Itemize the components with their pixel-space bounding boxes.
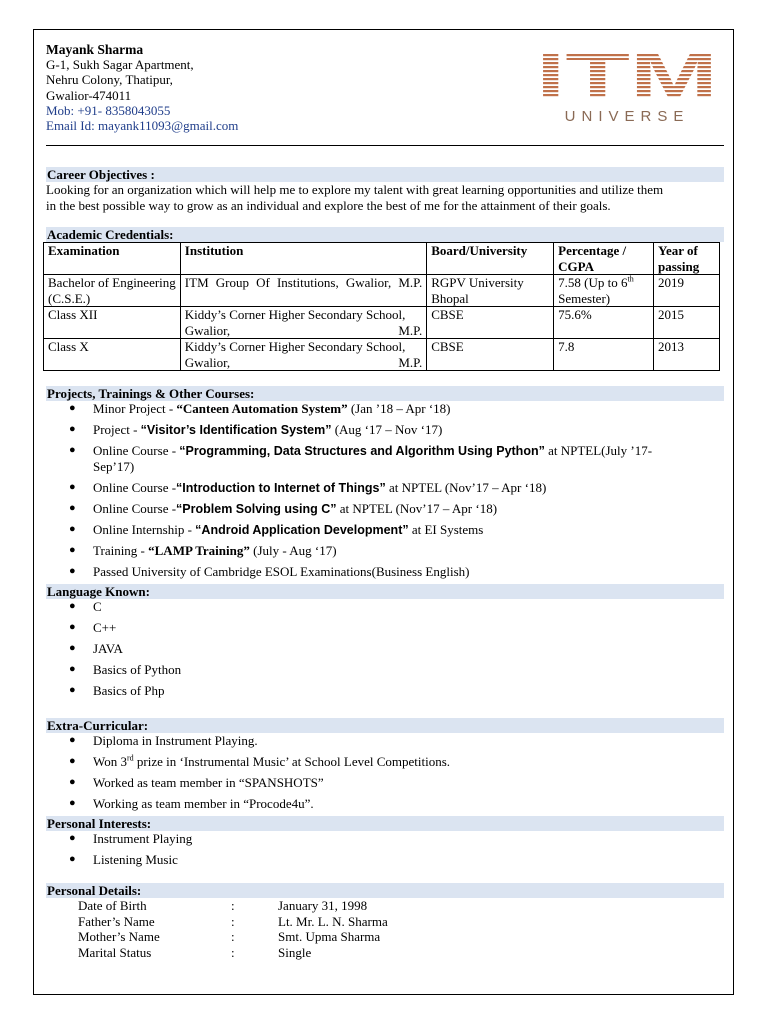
list-item: ● Won 3rd prize in ‘Instrumental Music’ at School Level Competitions. [69,753,451,769]
table-header-row [44,243,720,275]
cell-examination: Class XII [44,307,181,339]
detail-row: Father’s Name : Lt. Mr. L. N. Sharma [78,913,388,929]
detail-label: Marital Status [78,944,152,960]
career-line: in the best possible way to grow as an individual and explore the best of me for the attainment of their goals. [46,198,611,213]
languages-list [46,599,724,704]
cell-percentage: 7.58 (Up to 6th Semester) [554,275,654,307]
list-item: ● Working as team member in “Procode4u”. [69,796,314,811]
column-header: Percentage / CGPA [554,243,654,275]
cell-institution: ITM Group Of Institutions, Gwalior, M.P. [180,275,426,307]
academic-section [46,227,724,371]
section-heading: Personal Interests: [46,816,724,831]
section-heading: Extra-Curricular: [46,718,724,733]
extra-curricular-list [46,733,724,816]
list-item: ● Diploma in Instrument Playing. [69,733,258,748]
list-item: ● Worked as team member in “SPANSHOTS” [69,775,324,790]
academic-table [43,242,720,371]
detail-row: Mother’s Name : Smt. Upma Sharma [78,929,381,944]
list-item: ● Basics of Python [69,662,182,677]
address-line: Gwalior-474011 [46,87,132,103]
header-divider [46,145,724,146]
candidate-name: Mayank Sharma [46,42,144,57]
logo-universe-word: UNIVERSE [564,108,690,125]
list-item: ● Training - “LAMP Training” (July - Aug ‘17) [69,543,337,558]
section-heading: Personal Details: [46,883,724,898]
list-item: ● Passed University of Cambridge ESOL Examinations(Business English) [69,564,470,579]
section-heading: Academic Credentials: [46,227,724,242]
list-item: ● Online Course -“Introduction to Internet of Things” at NPTEL (Nov’17 – Apr ‘18) [69,480,547,495]
extra-curricular-section [46,718,724,816]
detail-value: Single [278,944,312,960]
cell-year: 2019 [654,275,720,307]
list-item: ● Project - “Visitor’s Identification System” (Aug ‘17 – Nov ‘17) [69,422,443,437]
email-address: Email Id: mayank11093@gmail.com [46,118,239,134]
list-item: ● Instrument Playing [69,831,193,846]
logo-itm-letters: ITM [536,42,718,112]
detail-label: Mother’s Name [78,929,160,944]
cell-board: CBSE [427,307,554,339]
detail-label: Date of Birth [78,898,147,913]
list-item: ● Listening Music [69,852,178,867]
section-heading: Language Known: [46,584,724,599]
languages-section [46,584,724,704]
interests-section [46,816,724,873]
column-header: Year of passing [654,243,720,275]
detail-row: Marital Status : Single [78,944,312,960]
list-item: ● C++ [69,620,117,635]
column-header: Examination [44,243,181,275]
section-heading: Projects, Trainings & Other Courses: [46,386,724,401]
cell-board: CBSE [427,339,554,371]
cell-percentage: 7.8 [554,339,654,371]
list-item: ● Online Course - “Programming, Data Structures and Algorithm Using Python” at NPTEL(July ’17- Sep’17) [69,443,653,474]
cell-examination: Class X [44,339,181,371]
interests-list [46,831,724,873]
list-item: ● Online Internship - “Android Application Development” at EI Systems [69,522,484,537]
resume [46,42,724,960]
cell-institution: Kiddy’s Corner Higher Secondary School, Gwalior, M.P. [180,339,426,371]
table-row [44,339,720,371]
detail-value: Lt. Mr. L. N. Sharma [278,913,388,929]
mobile-number: Mob: +91- 8358043055 [46,102,171,118]
resume-header [46,42,724,145]
cell-year: 2013 [654,339,720,371]
list-item: ● Basics of Php [69,683,165,698]
column-header: Institution [180,243,426,275]
list-item: ● C [69,599,102,614]
section-heading: Career Objectives : [46,167,724,182]
table-row [44,275,720,307]
address-line: Nehru Colony, Thatipur, [46,72,173,88]
detail-label: Father’s Name [78,913,155,929]
personal-details-section [46,883,724,960]
cell-percentage: 75.6% [554,307,654,339]
address-line: G-1, Sukh Sagar Apartment, [46,57,194,73]
projects-list [46,401,724,581]
detail-value: January 31, 1998 [278,898,368,913]
itm-universe-logo [530,42,724,130]
table-row [44,307,720,339]
cell-year: 2015 [654,307,720,339]
cell-institution: Kiddy’s Corner Higher Secondary School, Gwalior, M.P. [180,307,426,339]
detail-row: Date of Birth : January 31, 1998 [78,898,368,913]
cell-examination: Bachelor of Engineering (C.S.E.) [44,275,181,307]
projects-section [46,386,724,581]
list-item: ● Online Course -“Problem Solving using C” at NPTEL (Nov’17 – Apr ‘18) [69,501,498,516]
list-item: ● JAVA [69,641,123,656]
career-text [46,182,724,214]
list-item: ● Minor Project - “Canteen Automation System” (Jan ’18 – Apr ‘18) [69,401,451,416]
cell-board: RGPV University Bhopal [427,275,554,307]
column-header: Board/University [427,243,554,275]
detail-value: Smt. Upma Sharma [278,929,381,944]
career-section [46,167,724,214]
career-line: Looking for an organization which will help me to explore my talent with great learning opportunities and utilize them [46,182,664,197]
